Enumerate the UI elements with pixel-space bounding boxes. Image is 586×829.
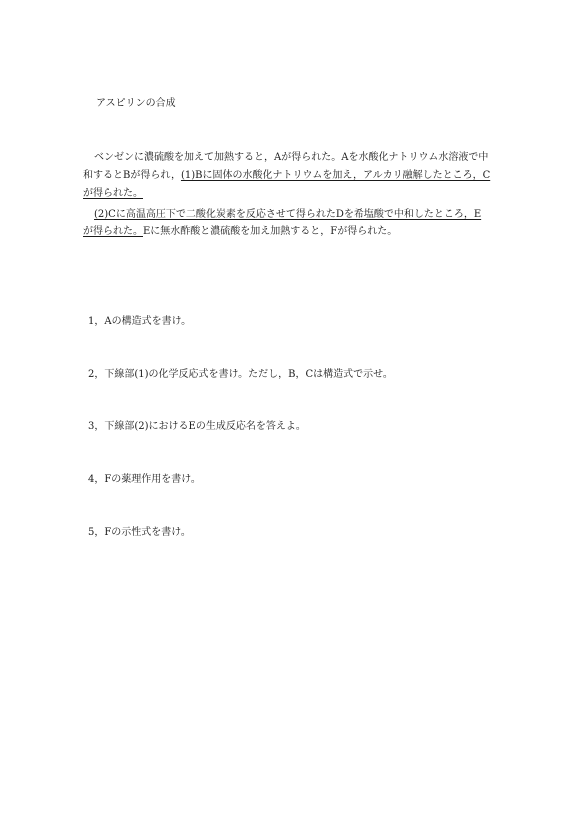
underlined-part-2-end: が得られた。 — [83, 226, 143, 237]
passage-text: ベンゼンに濃硫酸を加えて加熱すると，Aが得られた。Aを水酸化ナトリウム水溶液で中 — [94, 152, 489, 163]
question-5: 5，Fの示性式を書け。 — [88, 527, 191, 538]
document-title: アスピリンの合成 — [96, 98, 176, 109]
passage-line-4 — [94, 208, 524, 222]
passage-line-2 — [83, 169, 513, 183]
underlined-part-1-end: が得られた。 — [83, 188, 143, 199]
question-4: 4，Fの薬理作用を書け。 — [88, 474, 201, 485]
underlined-part-2: (2)Cに高温高圧下で二酸化炭素を反応させて得られたDを希塩酸で中和したところ，E — [94, 209, 482, 220]
passage-line-1 — [94, 151, 524, 165]
question-3: 3，下線部(2)におけるEの生成反応名を答えよ。 — [88, 421, 306, 432]
passage-line-3 — [83, 187, 513, 201]
passage-text: Eに無水酢酸と濃硫酸を加え加熱すると，Fが得られた。 — [143, 226, 398, 237]
question-2: 2，下線部(1)の化学反応式を書け。ただし，B，Cは構造式で示せ。 — [88, 369, 393, 380]
passage-text: 和するとBが得られ， — [83, 170, 181, 181]
underlined-part-1: (1)Bに固体の水酸化ナトリウムを加え，アルカリ融解したところ，C — [180, 170, 491, 181]
passage-line-5 — [83, 225, 513, 239]
question-1: 1，Aの構造式を書け。 — [88, 316, 192, 327]
